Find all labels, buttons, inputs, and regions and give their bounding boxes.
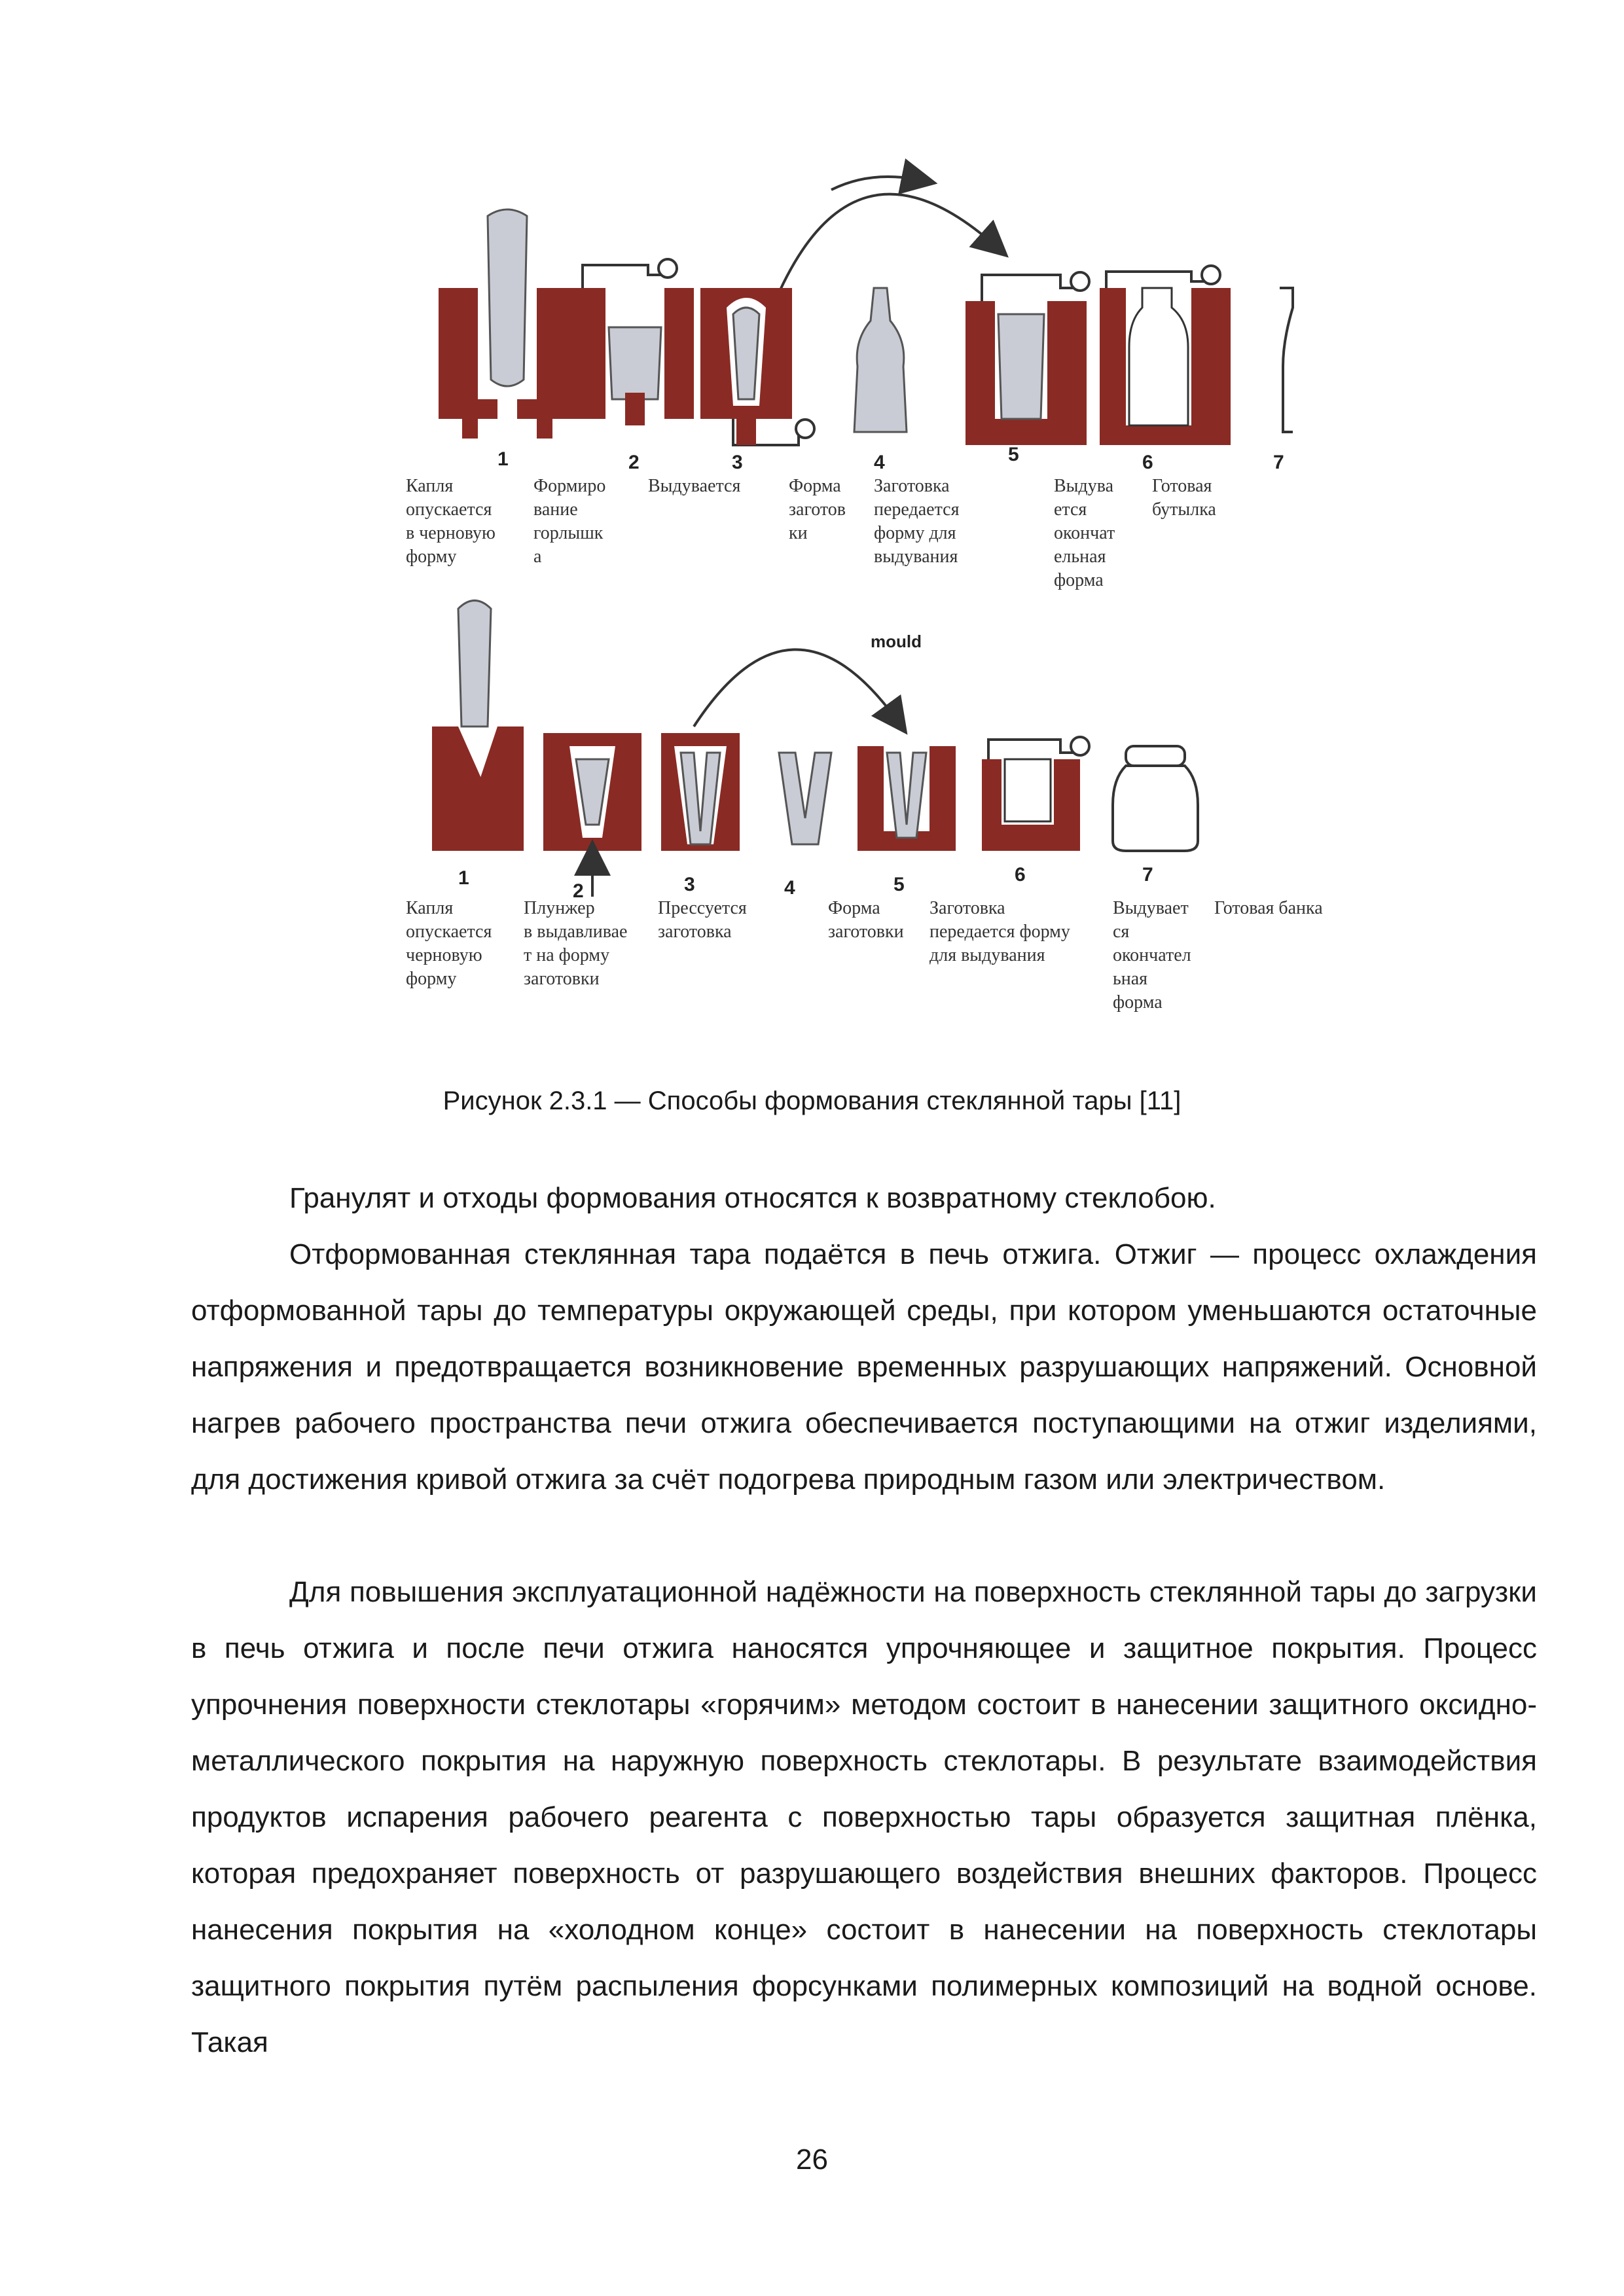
- top-step-number: 4: [874, 452, 885, 473]
- figure-caption: Рисунок 2.3.1 — Способы формования стеклянной тары [11]: [442, 1086, 1182, 1115]
- top-step-3-illustration: [700, 288, 814, 445]
- bottom-transfer-arrow: [694, 649, 897, 726]
- top-step-caption: Формиро вание горлышк а: [533, 476, 606, 567]
- top-step-caption: Заготовка передается форму для выдувания: [874, 476, 960, 567]
- bottom-step-1-illustration: [432, 601, 524, 852]
- bottom-step-2-illustration: [543, 733, 641, 897]
- bottom-step-4-illustration: [779, 753, 831, 844]
- top-step-2-illustration: [576, 259, 694, 425]
- top-step-caption: Форма заготов ки: [789, 476, 846, 543]
- bottom-step-caption: Выдувает ся окончател ьная форма: [1113, 898, 1191, 1013]
- bottom-step-caption: Прессуется заготовка: [658, 898, 747, 942]
- bottom-step-caption: Готовая банка: [1214, 898, 1323, 918]
- top-step-number: 1: [497, 448, 509, 470]
- bottom-step-caption: Капля опускается черновую форму: [406, 898, 492, 989]
- bottom-step-number: 3: [684, 874, 695, 895]
- bottom-step-number: 1: [458, 867, 469, 889]
- page-number: 26: [796, 2144, 828, 2176]
- bottom-step-caption: Форма заготовки: [828, 898, 904, 942]
- top-step-number: 7: [1273, 452, 1284, 473]
- top-step-number: 5: [1008, 444, 1019, 465]
- bottom-step-3-illustration: [661, 733, 740, 851]
- top-step-7-illustration: [1280, 288, 1293, 432]
- top-step-caption: Готовая бутылка: [1152, 476, 1216, 520]
- bottom-step-caption: Заготовка передается форму для выдувания: [929, 898, 1070, 965]
- top-step-caption: Выдувается: [648, 476, 741, 496]
- top-step-caption: Выдува ется окончат ельная форма: [1054, 476, 1115, 590]
- top-step-number: 6: [1142, 452, 1153, 473]
- top-step-6-illustration: [1100, 266, 1231, 445]
- top-step-number: 2: [628, 452, 640, 473]
- top-step-1-illustration: [439, 209, 576, 439]
- top-transfer-arrow-small: [831, 177, 920, 190]
- bottom-step-7-illustration: [1113, 746, 1198, 851]
- mould-label: mould: [871, 632, 922, 651]
- top-step-4-illustration: [854, 288, 907, 432]
- paragraph: Отформованная стеклянная тара подаётся в печь отжига. Отжиг — процесс охлаждения отформованной тары до температуры окружающей среды, при котором уменьшаются остаточные напряжения и предотвращается возникновение временных разрушающих напряжений. Основной нагрев рабочего пространства печи отжига обеспечивается поступающими на отжиг изделиями, для достижения кривой отжига за счёт подогрева природным газом или электричеством.: [191, 1238, 1537, 1496]
- bottom-step-5-illustration: [857, 746, 956, 851]
- top-step-number: 3: [732, 452, 743, 473]
- bottom-step-number: 6: [1015, 864, 1026, 886]
- bottom-step-number: 5: [893, 874, 905, 895]
- top-step-5-illustration: [965, 272, 1089, 445]
- top-step-caption: Капля опускается в черновую форму: [406, 476, 496, 567]
- bottom-step-number: 2: [573, 880, 584, 902]
- paragraph: Гранулят и отходы формования относятся к возвратному стеклобою.: [289, 1182, 1216, 1214]
- bottom-step-6-illustration: [982, 737, 1089, 851]
- bottom-step-number: 4: [784, 877, 795, 899]
- paragraph: Для повышения эксплуатационной надёжности на поверхность стеклянной тары до загрузки в печь отжига и после печи отжига наносятся упрочняющее и защитное покрытия. Процесс упрочнения поверхности стеклотары «горячим» методом состоит в нанесении защитного оксидно-металлического покрытия на наружную поверхность стеклотары. В результате взаимодействия продуктов испарения рабочего реагента с поверхностью тары образуется защитная плёнка, которая предохраняет поверхность от разрушающего воздействия внешних факторов. Процесс нанесения покрытия на «холодном конце» состоит в нанесении на поверхность стеклотары защитного покрытия путём распыления форсунками полимерных композиций на водной основе. Такая: [191, 1576, 1537, 2058]
- bottom-step-number: 7: [1142, 864, 1153, 886]
- bottom-step-caption: Плунжер в выдавливае т на форму заготовки: [524, 898, 628, 989]
